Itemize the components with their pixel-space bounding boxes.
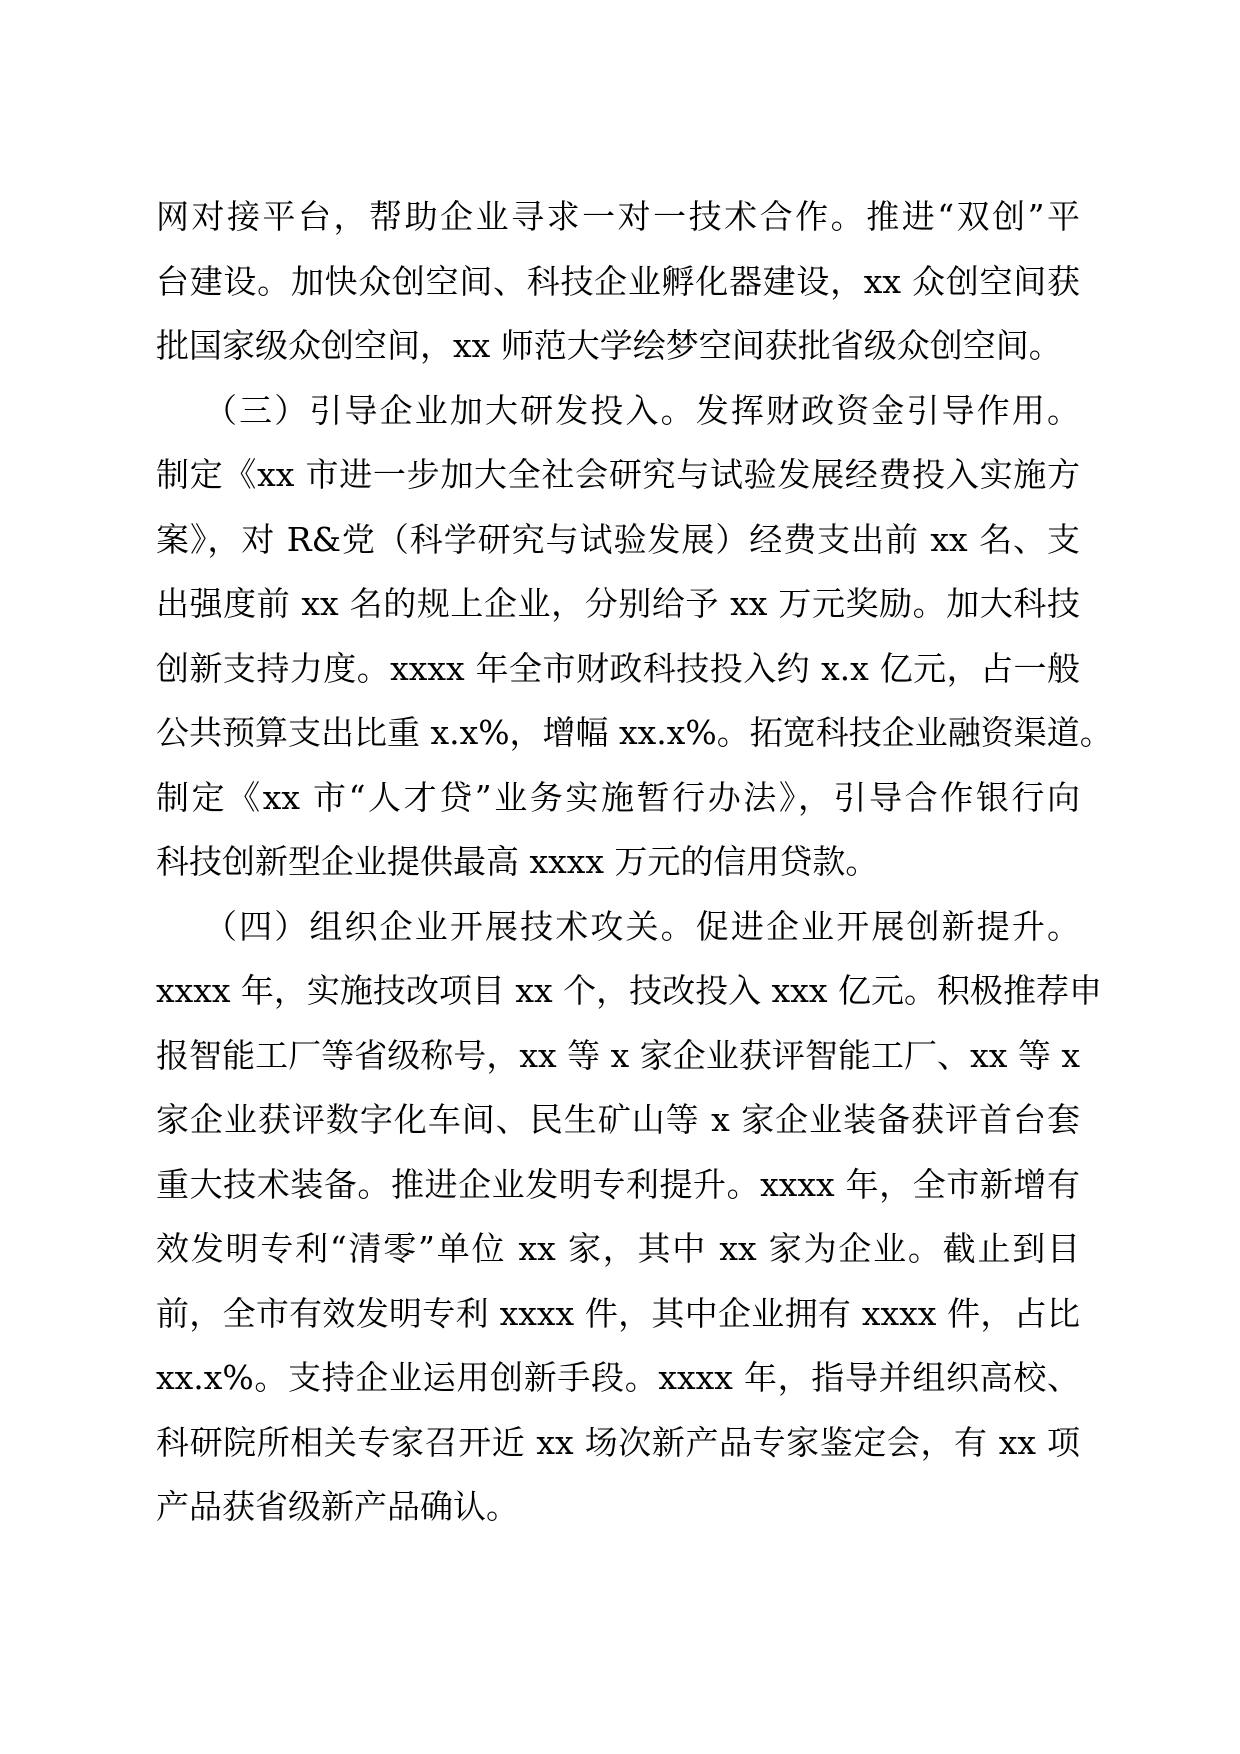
text-line: 网对接平台，帮助企业寻求一对一技术合作。推进“双创”平 — [156, 197, 1080, 236]
text-line: 案》，对 R&党（科学研究与试验发展）经费支出前 xx 名、支 — [156, 519, 1080, 559]
paragraph-technical-research — [156, 895, 1102, 1540]
text-line: 公共预算支出比重 x.x%，增幅 xx.x%。拓宽科技企业融资渠道。 — [156, 713, 1113, 752]
section-heading-line: （三）引导企业加大研发投入。发挥财政资金引导作用。 — [204, 390, 1080, 430]
text-line: 台建设。加快众创空间、科技企业孵化器建设，xx 众创空间获 — [156, 261, 1080, 301]
paragraph-platform-building — [156, 185, 1080, 379]
text-line: 批国家级众创空间，xx 师范大学绘梦空间获批省级众创空间。 — [156, 326, 1062, 365]
section-heading-line: （四）组织企业开展技术攻关。促进企业开展创新提升。 — [204, 906, 1080, 946]
paragraph-rd-investment — [156, 379, 1113, 895]
text-line: 产品获省级新产品确认。 — [156, 1487, 519, 1526]
text-line: 制定《xx 市进一步加大全社会研究与试验发展经费投入实施方 — [156, 455, 1080, 494]
text-line: xxxx 年，实施技改项目 xx 个，技改投入 xxx 亿元。积极推荐申 — [156, 971, 1102, 1010]
text-line: 效发明专利“清零”单位 xx 家，其中 xx 家为企业。截止到目 — [156, 1229, 1080, 1268]
text-line: xx.x%。支持企业运用创新手段。xxxx 年，指导并组织高校、 — [156, 1358, 1080, 1397]
text-line: 科研院所相关专家召开近 xx 场次新产品专家鉴定会，有 xx 项 — [156, 1422, 1080, 1462]
document-body — [156, 185, 1113, 1540]
text-line: 制定《xx 市“人才贷”业务实施暂行办法》，引导合作银行向 — [156, 777, 1080, 817]
text-line: 报智能工厂等省级称号，xx 等 x 家企业获评智能工厂、xx 等 x — [156, 1035, 1080, 1075]
text-line: 科技创新型企业提供最高 xxxx 万元的信用贷款。 — [156, 842, 879, 881]
text-line: 出强度前 xx 名的规上企业，分别给予 xx 万元奖励。加大科技 — [156, 584, 1080, 623]
text-line: 创新支持力度。xxxx 年全市财政科技投入约 x.x 亿元，占一般 — [156, 648, 1080, 688]
text-line: 重大技术装备。推进企业发明专利提升。xxxx 年，全市新增有 — [156, 1164, 1080, 1204]
text-line: 家企业获评数字化车间、民生矿山等 x 家企业装备获评首台套 — [156, 1100, 1080, 1139]
text-line: 前，全市有效发明专利 xxxx 件，其中企业拥有 xxxx 件，占比 — [156, 1293, 1080, 1333]
